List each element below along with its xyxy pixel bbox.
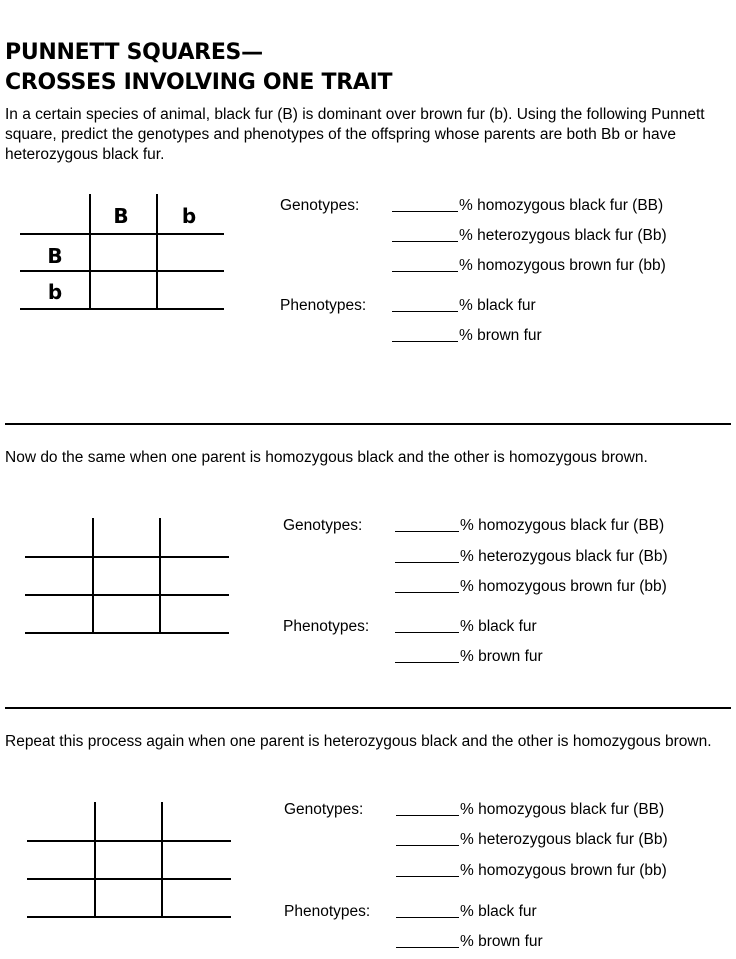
punnett-square-1 <box>20 194 225 312</box>
title-line-2: CROSSES INVOLVING ONE TRAIT <box>5 70 393 95</box>
blank-homo-brown[interactable] <box>396 876 459 877</box>
black-fur-label: % black fur <box>460 618 537 635</box>
brown-fur-label: % brown fur <box>460 648 543 665</box>
section-divider-1 <box>5 423 731 425</box>
blank-homo-black[interactable] <box>392 211 458 212</box>
genotypes-label: Genotypes: <box>283 517 363 534</box>
punnett-square-2 <box>25 518 230 636</box>
blank-black-fur[interactable] <box>392 311 458 312</box>
side-allele-1: B <box>47 244 63 268</box>
title-line-1: PUNNETT SQUARES— <box>5 40 263 65</box>
section-divider-2 <box>5 707 731 709</box>
section2-instructions: Now do the same when one parent is homozygous black and the other is homozygous brown. <box>5 449 648 466</box>
blank-hetero-black[interactable] <box>392 241 458 242</box>
blank-hetero-black[interactable] <box>395 562 459 563</box>
phenotypes-label: Phenotypes: <box>284 903 371 920</box>
blank-homo-brown[interactable] <box>392 271 458 272</box>
brown-fur-label: % brown fur <box>460 933 543 950</box>
black-fur-label: % black fur <box>460 903 537 920</box>
blank-black-fur[interactable] <box>395 632 459 633</box>
genotypes-label: Genotypes: <box>284 801 364 818</box>
blank-homo-black[interactable] <box>395 531 459 532</box>
homo-brown-label: % homozygous brown fur (bb) <box>459 257 666 274</box>
blank-brown-fur[interactable] <box>392 341 458 342</box>
top-allele-2: b <box>181 204 197 228</box>
blank-homo-black[interactable] <box>396 815 459 816</box>
homo-brown-label: % homozygous brown fur (bb) <box>460 578 667 595</box>
hetero-black-label: % heterozygous black fur (Bb) <box>460 831 668 848</box>
blank-homo-brown[interactable] <box>395 592 459 593</box>
section3-instructions: Repeat this process again when one parent is heterozygous black and the other is homozygous brown. <box>5 733 712 750</box>
phenotypes-label: Phenotypes: <box>280 297 367 314</box>
genotypes-label: Genotypes: <box>280 197 360 214</box>
homo-brown-label: % homozygous brown fur (bb) <box>460 862 667 879</box>
top-allele-1: B <box>113 204 129 228</box>
blank-hetero-black[interactable] <box>396 845 459 846</box>
homo-black-label: % homozygous black fur (BB) <box>460 517 665 534</box>
punnett-square-3 <box>27 802 232 920</box>
blank-brown-fur[interactable] <box>395 662 459 663</box>
blank-black-fur[interactable] <box>396 917 459 918</box>
homo-black-label: % homozygous black fur (BB) <box>459 197 664 214</box>
hetero-black-label: % heterozygous black fur (Bb) <box>459 227 667 244</box>
hetero-black-label: % heterozygous black fur (Bb) <box>460 548 668 565</box>
phenotypes-label: Phenotypes: <box>283 618 370 635</box>
homo-black-label: % homozygous black fur (BB) <box>460 801 665 818</box>
side-allele-2: b <box>47 280 63 304</box>
black-fur-label: % black fur <box>459 297 536 314</box>
worksheet-title <box>5 38 392 98</box>
blank-brown-fur[interactable] <box>396 947 459 948</box>
section1-instructions: In a certain species of animal, black fur (B) is dominant over brown fur (b). Using the following Punnett square, predict the genotypes and phenotypes of the offspring whose parents are both Bb or have heterozygous black fur. <box>5 106 705 163</box>
brown-fur-label: % brown fur <box>459 327 542 344</box>
